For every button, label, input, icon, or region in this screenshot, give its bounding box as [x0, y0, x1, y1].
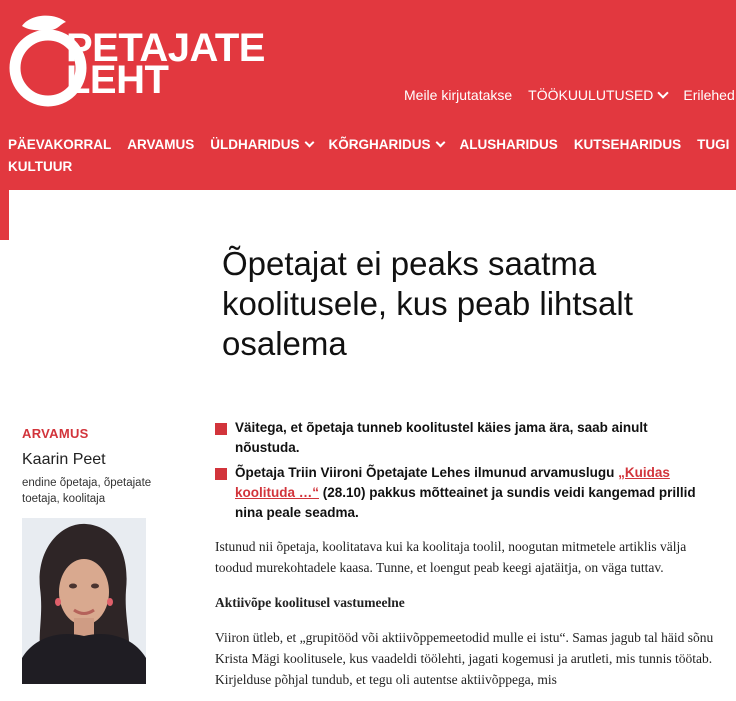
nav-item-tugi[interactable]: TUGI	[697, 137, 730, 152]
author-portrait-icon	[22, 518, 146, 684]
main-navigation	[8, 137, 736, 181]
nav-item-korgharidus[interactable]	[329, 137, 444, 159]
lead-item	[215, 418, 715, 458]
site-header	[0, 0, 736, 190]
bullet-square-icon	[215, 423, 227, 435]
nav-item-korgharidus-label: KÕRGHARIDUS	[328, 137, 431, 152]
lead-text-2b: (28.10) pakkus mõtteainet ja sundis veidi kangemad prillid nina peale seadma.	[235, 485, 696, 520]
top-navigation	[404, 87, 735, 105]
nav-item-kutseharidus[interactable]: KUTSEHARIDUS	[573, 137, 682, 152]
header-accent-tab	[0, 190, 9, 240]
paragraph: Istunud nii õpetaja, koolitatava kui ka koolitaja toolil, noogutan mitmetele artiklis välja toodud murekohtadele kaasa. Tunne, et loengut peab keegi ajatäitja, on väga tuttav.	[215, 539, 687, 575]
nav-item-uldharidus[interactable]	[210, 137, 312, 159]
logo-text-top: PETAJATE	[66, 26, 265, 70]
main-nav-row	[8, 137, 736, 159]
topnav-tookuulutused-label: TÖÖKUULUTUSED	[528, 87, 654, 103]
article-category[interactable]: ARVAMUS	[22, 426, 89, 441]
site-logo[interactable]	[8, 10, 298, 110]
article-lead	[215, 418, 715, 528]
lead-text-1: Väitega, et õpetaja tunneb koolitustel käies jama ära, saab ainult nõustuda.	[235, 420, 648, 455]
bullet-square-icon	[215, 468, 227, 480]
nav-item-kultuur[interactable]: KULTUUR	[8, 159, 73, 174]
author-name[interactable]: Kaarin Peet	[22, 451, 106, 468]
paragraph: Viiron ütleb, et „grupitööd või aktiivõppemeetodid mulle ei istu“. Samas jagub tal häid sõnu Krista Mägi koolitusele, kus vaadeldi töölehti, jagati kogemusi ja arutleti, mis tunnis töötab. Kirjelduse põhjal tundub, et tegu oli autentse aktiivõppega, mis	[215, 630, 714, 687]
chevron-down-icon	[304, 138, 314, 148]
topnav-erilehed[interactable]: Erilehed	[683, 87, 735, 103]
article-title: Õpetajat ei peaks saatma koolitusele, kus peab lihtsalt osalema	[222, 245, 633, 362]
article-body	[215, 536, 720, 701]
nav-item-paevakorral[interactable]: PÄEVAKORRAL	[8, 137, 112, 152]
author-role: endine õpetaja, õpetajate toetaja, koolitaja	[22, 477, 152, 505]
lead-item	[215, 463, 715, 523]
nav-item-arvamus[interactable]: ARVAMUS	[127, 137, 195, 152]
chevron-down-icon	[435, 138, 445, 148]
section-heading: Aktiivõpe koolitusel vastumeelne	[215, 595, 405, 610]
lead-text-2a: Õpetaja Triin Viironi Õpetajate Lehes ilmunud arvamuslugu	[235, 465, 619, 480]
chevron-down-icon	[658, 87, 669, 98]
article-link-kuidas-koolituda[interactable]: „Kuidas koolituda …“	[235, 465, 670, 500]
logo-text-bottom: LEHT	[66, 58, 169, 102]
topnav-meile-kirjutatakse[interactable]: Meile kirjutatakse	[404, 87, 513, 103]
nav-item-alusharidus[interactable]: ALUSHARIDUS	[459, 137, 558, 152]
topnav-tookuulutused[interactable]	[528, 87, 667, 105]
author-photo	[22, 518, 146, 684]
article-byline	[22, 426, 192, 507]
nav-item-uldharidus-label: ÜLDHARIDUS	[210, 137, 300, 152]
main-nav-row-2	[8, 159, 736, 181]
